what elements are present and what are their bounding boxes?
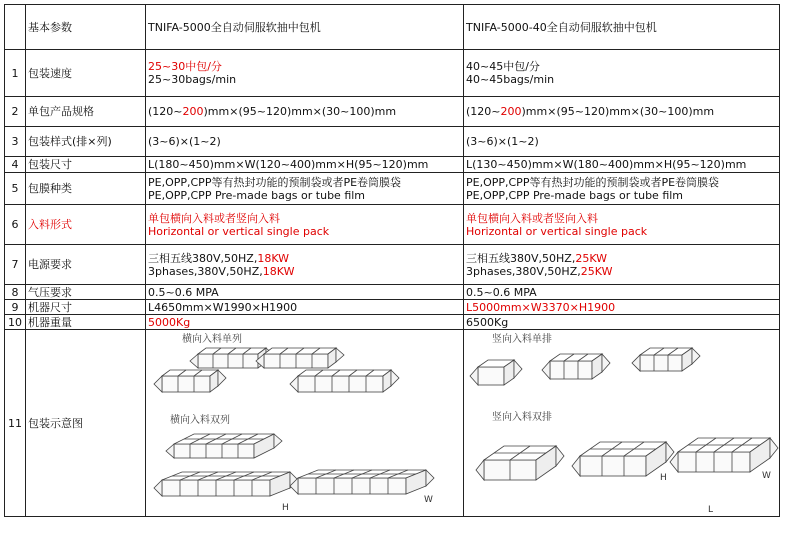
value-part: 3phases,380V,50HZ, [148, 264, 263, 278]
row-number: 2 [5, 97, 26, 127]
table-row [5, 245, 780, 285]
value-line: PE,OPP,CPP Pre-made bags or tube film [148, 188, 366, 202]
diagram-horizontal-svg [146, 330, 464, 516]
diagram-caption: 竖向入料单排 [492, 334, 552, 345]
row-number: 6 [5, 205, 26, 245]
value-line: 单包横向入料或者竖向入料 [466, 211, 598, 225]
table-row [5, 330, 780, 517]
value-line: Horizontal or vertical single pack [148, 224, 330, 238]
value-part: 三相五线380V,50HZ, [148, 251, 258, 265]
row-label: 机器重量 [26, 315, 146, 330]
value-part: )mm×(95~120)mm×(30~100)mm [203, 105, 397, 118]
row-value-b [464, 205, 780, 245]
row-label: 机器尺寸 [26, 300, 146, 315]
value-highlight: 25KW [580, 264, 613, 278]
diagram-horizontal-feed [146, 330, 464, 517]
row-value-b [464, 173, 780, 205]
pack-drawing [256, 348, 344, 368]
row-value-b [464, 97, 780, 127]
header-model-a: TNIFA-5000全自动伺服软抽中包机 [146, 5, 464, 50]
table-row [5, 315, 780, 330]
diagram-caption: 横向入料单列 [182, 334, 242, 345]
row-value-a [146, 173, 464, 205]
row-number: 9 [5, 300, 26, 315]
value-part: )mm×(95~120)mm×(30~100)mm [521, 105, 715, 118]
value-line [466, 252, 777, 265]
value-line: 25~30bags/min [148, 73, 237, 86]
pack-drawing [476, 446, 564, 480]
row-number: 10 [5, 315, 26, 330]
header-no [5, 5, 26, 50]
value-highlight: 18KW [257, 251, 290, 265]
value-highlight: 18KW [262, 264, 295, 278]
dim-label-h: H [282, 503, 289, 513]
row-value-a: (3~6)×(1~2) [146, 127, 464, 157]
pack-drawing [670, 438, 778, 472]
table-row [5, 97, 780, 127]
value-line: PE,OPP,CPP Pre-made bags or tube film [466, 188, 684, 202]
row-value-b: (3~6)×(1~2) [464, 127, 780, 157]
diagram-vertical-feed [464, 330, 780, 517]
table-row [5, 285, 780, 300]
header-model-b: TNIFA-5000-40全自动伺服软抽中包机 [464, 5, 780, 50]
value-part: (120~ [466, 105, 501, 118]
row-label: 气压要求 [26, 285, 146, 300]
row-value-b [464, 245, 780, 285]
row-label: 电源要求 [26, 245, 146, 285]
row-value-a: 0.5~0.6 MPA [146, 285, 464, 300]
value-line: 40~45中包/分 [466, 60, 540, 73]
row-value-a [146, 50, 464, 97]
pack-drawing [290, 370, 399, 392]
value-part: 3phases,380V,50HZ, [466, 264, 581, 278]
value-part: 三相五线380V,50HZ, [466, 251, 576, 265]
dim-label-w: W [424, 495, 433, 505]
row-number: 4 [5, 157, 26, 173]
dim-label-h: H [660, 473, 667, 483]
value-line: 25~30中包/分 [148, 60, 222, 73]
row-value-b: L(130~450)mm×W(180~400)mm×H(95~120)mm [464, 157, 780, 173]
row-value-b [464, 50, 780, 97]
pack-drawing [542, 354, 610, 379]
pack-drawing [470, 360, 522, 385]
pack-drawing [632, 348, 700, 371]
value-line: 40~45bags/min [466, 73, 555, 86]
row-value-a [146, 97, 464, 127]
table-row [5, 173, 780, 205]
row-value-b: L5000mm×W3370×H1900 [464, 300, 780, 315]
value-line: PE,OPP,CPP等有热封功能的预制袋或者PE卷筒膜袋 [466, 175, 720, 189]
header-row [5, 5, 780, 50]
value-line: 单包横向入料或者竖向入料 [148, 211, 280, 225]
row-value-a: 5000Kg [146, 315, 464, 330]
row-label: 包膜种类 [26, 173, 146, 205]
row-label: 入料形式 [26, 205, 146, 245]
value-part: (120~ [148, 105, 183, 118]
value-line: Horizontal or vertical single pack [466, 224, 648, 238]
value-highlight: 200 [500, 105, 522, 118]
diagram-caption: 横向入料双列 [170, 415, 230, 426]
value-highlight: 25KW [575, 251, 608, 265]
row-number: 5 [5, 173, 26, 205]
pack-drawing [290, 470, 434, 494]
header-param: 基本参数 [26, 5, 146, 50]
pack-drawing [572, 442, 674, 476]
value-highlight: 200 [182, 105, 204, 118]
table-row [5, 157, 780, 173]
row-number: 3 [5, 127, 26, 157]
diagram-vertical-svg [464, 330, 780, 516]
row-number: 8 [5, 285, 26, 300]
dim-label-w: W [762, 471, 771, 481]
value-line [148, 265, 461, 278]
row-number: 11 [5, 330, 26, 517]
row-value-b: 6500Kg [464, 315, 780, 330]
row-label: 包装速度 [26, 50, 146, 97]
row-value-a [146, 205, 464, 245]
table-row [5, 205, 780, 245]
row-label: 包装示意图 [26, 330, 146, 517]
diagram-caption: 竖向入料双排 [492, 412, 552, 423]
table-row [5, 300, 780, 315]
table-row [5, 127, 780, 157]
value-line [148, 252, 461, 265]
row-label: 包装样式(排×列) [26, 127, 146, 157]
row-number: 1 [5, 50, 26, 97]
value-line: PE,OPP,CPP等有热封功能的预制袋或者PE卷筒膜袋 [148, 175, 402, 189]
value-line [466, 265, 777, 278]
table-row [5, 50, 780, 97]
row-label: 单包产品规格 [26, 97, 146, 127]
pack-drawing [154, 370, 226, 392]
dim-label-l: L [708, 505, 714, 515]
spec-table [4, 4, 780, 517]
row-value-a [146, 245, 464, 285]
pack-drawing [154, 472, 298, 496]
row-number: 7 [5, 245, 26, 285]
row-value-a: L(180~450)mm×W(120~400)mm×H(95~120)mm [146, 157, 464, 173]
row-value-b: 0.5~0.6 MPA [464, 285, 780, 300]
row-value-a: L4650mm×W1990×H1900 [146, 300, 464, 315]
row-label: 包装尺寸 [26, 157, 146, 173]
pack-drawing [166, 434, 282, 458]
